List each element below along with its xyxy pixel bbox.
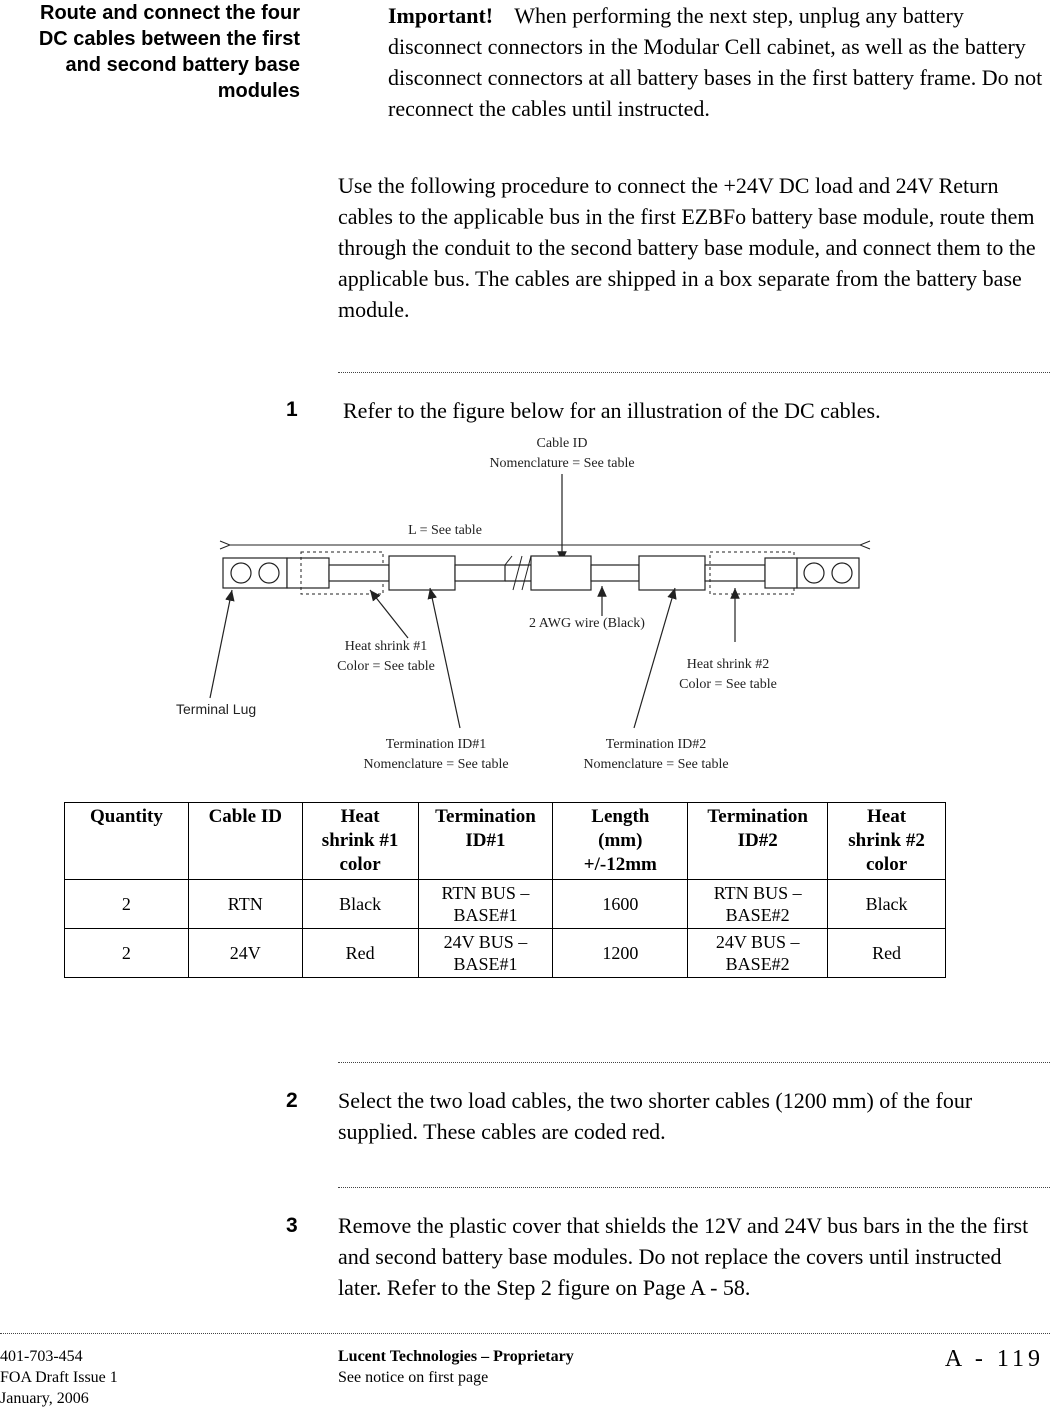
table-cell: Black <box>302 880 418 929</box>
footer-notice: See notice on first page <box>338 1369 489 1386</box>
table-cell: RTN BUS – BASE#1 <box>418 880 553 929</box>
column-header <box>65 803 189 880</box>
dc-cable-diagram <box>160 428 880 778</box>
table-cell: RTN <box>188 880 302 929</box>
cable-spec-table <box>64 802 946 978</box>
header-line: Heat <box>340 806 380 827</box>
intro-paragraph: Use the following procedure to connect the +24V DC load and 24V Return cables to the applicable bus in the first EZBFo battery base module, route them through the conduit to the second battery base module, and connect them to the applicable bus. The cables are shipped in a box separate from the battery base module. <box>338 173 1036 322</box>
termination-label-2 <box>639 556 705 590</box>
figure-label-wire: 2 AWG wire (Black) <box>529 616 645 631</box>
header-line: (mm) <box>598 830 643 851</box>
section-heading-line: Route and connect the four <box>40 2 300 24</box>
footer-divider <box>0 1333 1050 1334</box>
footer-date: January, 2006 <box>0 1390 89 1407</box>
header-line: shrink #1 <box>321 830 399 851</box>
figure-label-heat-shrink-1-color: Color = See table <box>337 659 435 674</box>
pointer-line <box>370 590 408 638</box>
step-number: 3 <box>286 1214 298 1237</box>
lug-hole <box>832 563 852 583</box>
important-text: When performing the next step, unplug any battery disconnect connectors in the Modular Cell cabinet, as well as the battery disconnect connectors at all battery bases in the first battery frame. Do not reconnect the cables until instructed. <box>388 3 1043 121</box>
step-number: 2 <box>286 1089 298 1112</box>
cable-id-label <box>531 556 591 590</box>
footer-doc-number: 401-703-454 <box>0 1348 83 1365</box>
table-cell: Red <box>302 929 418 978</box>
dc-cable-figure <box>160 428 880 778</box>
page-number: A - 119 <box>944 1346 1044 1372</box>
header-line: Heat <box>867 806 907 827</box>
header-line: Termination <box>435 806 536 827</box>
table-cell: 1200 <box>553 929 688 978</box>
table-cell: 24V BUS – BASE#1 <box>418 929 553 978</box>
step-text: Select the two load cables, the two shorter cables (1200 mm) of the four supplied. These cables are coded red. <box>338 1088 973 1144</box>
table-cell: 1600 <box>553 880 688 929</box>
wire-segment <box>705 565 765 581</box>
header-line: Quantity <box>90 806 163 827</box>
section-heading <box>0 0 300 104</box>
step-text: Refer to the figure below for an illustration of the DC cables. <box>343 398 881 423</box>
table-cell: Red <box>828 929 946 978</box>
header-line: ID#1 <box>465 830 506 851</box>
lug-hole <box>259 563 279 583</box>
table-cell: 2 <box>65 929 189 978</box>
pointer-line <box>634 588 675 728</box>
step-text: Remove the plastic cover that shields the 12V and 24V bus bars in the the first and second battery base modules. Do not replace the covers until instructed later. Refer to the Step 2 figure on Page A - 58. <box>338 1213 1029 1300</box>
table-cell: 24V BUS – BASE#2 <box>688 929 828 978</box>
table-cell: 24V <box>188 929 302 978</box>
important-label: Important! <box>388 3 494 28</box>
step-number: 1 <box>286 398 298 421</box>
table-header-row <box>65 803 946 880</box>
step-divider <box>338 372 1050 373</box>
header-line: shrink #2 <box>848 830 925 851</box>
termination-label-1 <box>389 556 455 590</box>
footer-company: Lucent Technologies – Proprietary <box>338 1348 574 1365</box>
column-header <box>553 803 688 880</box>
table-cell: 2 <box>65 880 189 929</box>
figure-label-heat-shrink-2-color: Color = See table <box>679 677 777 692</box>
table-row <box>65 929 946 978</box>
column-header <box>828 803 946 880</box>
footer-doc-info <box>0 1346 118 1409</box>
footer-proprietary <box>338 1346 574 1388</box>
figure-label-cable-id: Cable ID <box>536 436 588 451</box>
table-cell: RTN BUS – BASE#2 <box>688 880 828 929</box>
lug-barrel-left <box>287 558 329 588</box>
important-note <box>388 0 1048 124</box>
figure-label-termination-2-nomenclature: Nomenclature = See table <box>583 757 729 772</box>
wire-segment <box>455 565 505 581</box>
section-heading-line: and second battery base <box>65 54 300 76</box>
table-row <box>65 880 946 929</box>
footer-issue: FOA Draft Issue 1 <box>0 1369 118 1386</box>
pointer-line <box>210 590 232 698</box>
header-line: Cable ID <box>208 806 282 827</box>
figure-label-termination-1-nomenclature: Nomenclature = See table <box>363 757 509 772</box>
header-line: Termination <box>707 806 808 827</box>
figure-label-cable-id-nomenclature: Nomenclature = See table <box>489 456 635 471</box>
table-cell: Black <box>828 880 946 929</box>
column-header <box>188 803 302 880</box>
lug-barrel-right <box>765 558 797 588</box>
step-divider <box>338 1062 1050 1063</box>
figure-label-heat-shrink-2: Heat shrink #2 <box>686 657 770 672</box>
header-line: ID#2 <box>737 830 778 851</box>
header-line: +/-12mm <box>583 854 657 875</box>
lug-hole <box>804 563 824 583</box>
break-symbol <box>505 556 531 590</box>
pointer-line <box>430 588 460 728</box>
wire-segment <box>591 565 639 581</box>
column-header <box>302 803 418 880</box>
column-header <box>688 803 828 880</box>
header-line: Length <box>591 806 650 827</box>
figure-label-length: L = See table <box>408 523 482 538</box>
column-header <box>418 803 553 880</box>
figure-label-terminal-lug: Terminal Lug <box>176 701 257 717</box>
header-line: color <box>865 854 908 875</box>
section-heading-line: DC cables between the first <box>38 28 300 50</box>
figure-label-heat-shrink-1: Heat shrink #1 <box>344 639 428 654</box>
figure-label-termination-1: Termination ID#1 <box>385 737 487 752</box>
section-heading-line: modules <box>217 80 300 102</box>
step-divider <box>338 1187 1050 1188</box>
figure-label-termination-2: Termination ID#2 <box>605 737 707 752</box>
wire-segment <box>329 565 389 581</box>
header-line: color <box>339 854 381 875</box>
lug-hole <box>231 563 251 583</box>
